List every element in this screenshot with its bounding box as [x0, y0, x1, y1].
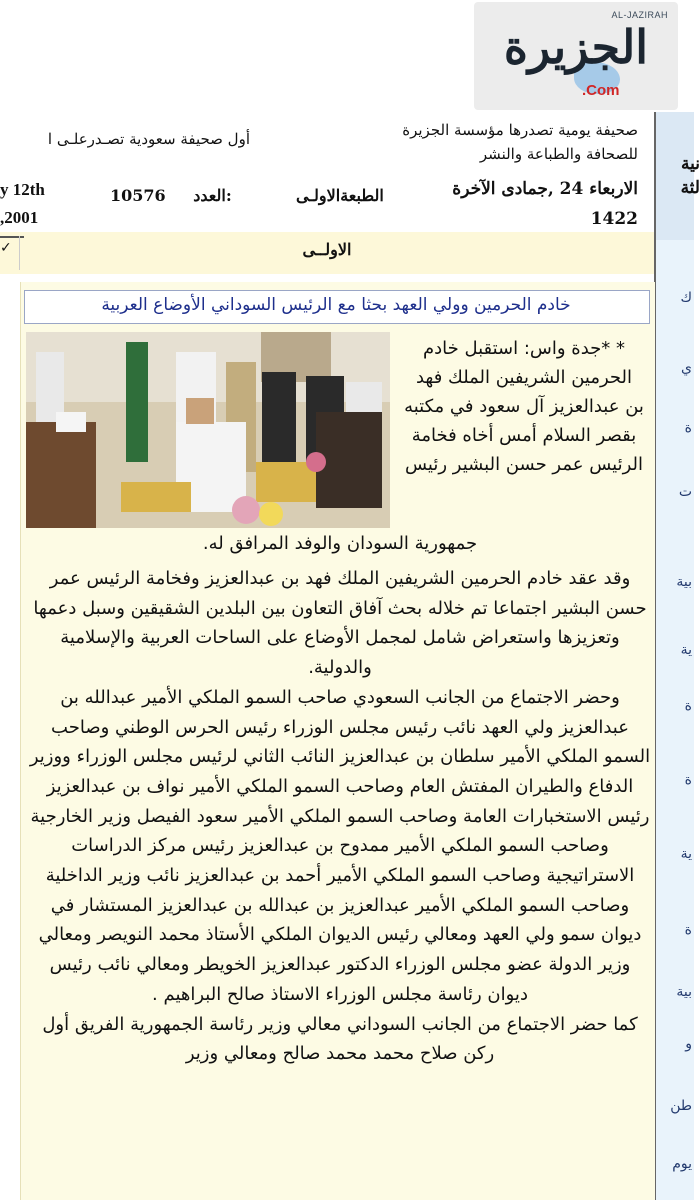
article-lead: * *جدة واس: استقبل خادم الحرمين الشريفين الملك فهد بن عبدالعزيز آل سعود في مكتبه بقصر السلام أمس أخاه فخامة الرئيس عمر حسن البشير رئيس [404, 338, 644, 475]
article-lead-continuation: جمهورية السودان والوفد المرافق له. [202, 533, 478, 554]
site-logo[interactable] [474, 2, 678, 110]
issue-number: 10576 [110, 186, 166, 205]
newspaper-tagline: صحيفة يومية تصدرها مؤسسة الجزيرة للصحافة والطباعة والنشر [402, 121, 638, 163]
photo-illustration [26, 332, 390, 528]
logo-latin-text: AL-JAZIRAH [611, 10, 668, 20]
sidebar-nav-item[interactable]: ية [680, 642, 692, 658]
sidebar-header-text: نية لثة [680, 154, 700, 198]
issue-label: العدد: [193, 186, 232, 205]
article-paragraph: وقد عقد خادم الحرمين الشريفين الملك فهد بن عبدالعزيز وفخامة الرئيس عمر حسن البشير اجتماعا تم خلاله بحث آفاق التعاون بين البلدين الشقيقين وسبل دعمها وتعزيزها واستعراض شامل لمجمل الأوضاع على الساحات العربية والإسلامية والدولية. [33, 568, 647, 679]
gregorian-date [0, 176, 45, 232]
sidebar-nav-item[interactable]: ي [681, 360, 692, 376]
section-title: الاولــى [302, 240, 352, 259]
edition-label: الطبعةالاولـى [296, 186, 384, 205]
sidebar-nav-item[interactable]: يوم [672, 1156, 692, 1172]
hijri-date: الاربعاء 24 ,جمادى الآخرة 1422 [452, 179, 638, 229]
sidebar-nav-item[interactable]: ة [684, 772, 692, 788]
logo-arabic-text: الجزيرة [503, 20, 649, 74]
article-body [28, 564, 652, 1069]
gregorian-date-line-1: y 12th [0, 180, 45, 199]
newspaper-tagline-secondary: أول صحيفة سعودية تصـدرعلـى ا [47, 130, 250, 148]
section-divider-line [0, 236, 24, 238]
sidebar-nav-item[interactable]: بية [676, 574, 692, 590]
gregorian-date-line-2: ,2001 [0, 208, 39, 227]
sidebar-nav-item[interactable]: ت [678, 484, 692, 500]
article-paragraph: وحضر الاجتماع من الجانب السعودي صاحب السمو الملكي الأمير عبدالله بن عبدالعزيز ولي العهد نائب رئيس مجلس الوزراء رئيس الحرس الوطني وصاحب السمو الملكي الأمير سلطان بن عبدالعزيز النائب الثاني لرئيس مجلس الوزراء ووزير الدفاع والطيران المفتش العام وصاحب السمو الملكي الأمير نواف بن عبدالعزيز رئيس الاستخبارات العامة وصاحب السمو الملكي الأمير سعود الفيصل وزير الخارجية وصاحب السمو الملكي الأمير ممدوح بن عبدالعزيز رئيس مركز الدراسات الاستراتيجية وصاحب السمو الملكي الأمير أحمد بن عبدالعزيز نائب وزير الداخلية وصاحب السمو الملكي الأمير عبدالعزيز بن عبدالله بن عبدالعزيز المستشار في ديوان سمو ولي العهد ومعالي رئيس الديوان الملكي الأستاذ محمد النويصر ومعالي وزير الدولة عضو مجلس الوزراء الدكتور عبدالعزيز الخويطر ومعالي نائب رئيس ديوان رئاسة مجلس الوزراء الاستاذ صالح البراهيم . [29, 686, 651, 1005]
sidebar-nav-item[interactable]: و [685, 1036, 692, 1052]
sidebar-nav-item[interactable]: ة [684, 698, 692, 714]
sidebar-header [656, 112, 700, 240]
article-headline: خادم الحرمين وولي العهد بحثا مع الرئيس السوداني الأوضاع العربية [101, 295, 571, 315]
article-paragraph: كما حضر الاجتماع من الجانب السوداني معالي وزير رئاسة الجمهورية الفريق أول ركن صلاح محمد محمد صالح ومعالي وزير [42, 1013, 638, 1065]
chevron-icon[interactable]: ✓ [0, 240, 12, 256]
logo-dotcom-text: .Com [582, 82, 620, 99]
right-sidebar-nav [656, 112, 700, 1200]
sidebar-nav-item[interactable]: طن [670, 1098, 692, 1114]
sidebar-nav-item[interactable]: ة [684, 420, 692, 436]
article-photo [26, 332, 390, 528]
sidebar-nav-item[interactable]: بية [676, 984, 692, 1000]
issue-info [110, 186, 232, 205]
sidebar-nav-item[interactable]: ة [684, 922, 692, 938]
sidebar-nav-item[interactable]: ك [680, 290, 692, 306]
sidebar-nav-item[interactable]: ية [680, 846, 692, 862]
